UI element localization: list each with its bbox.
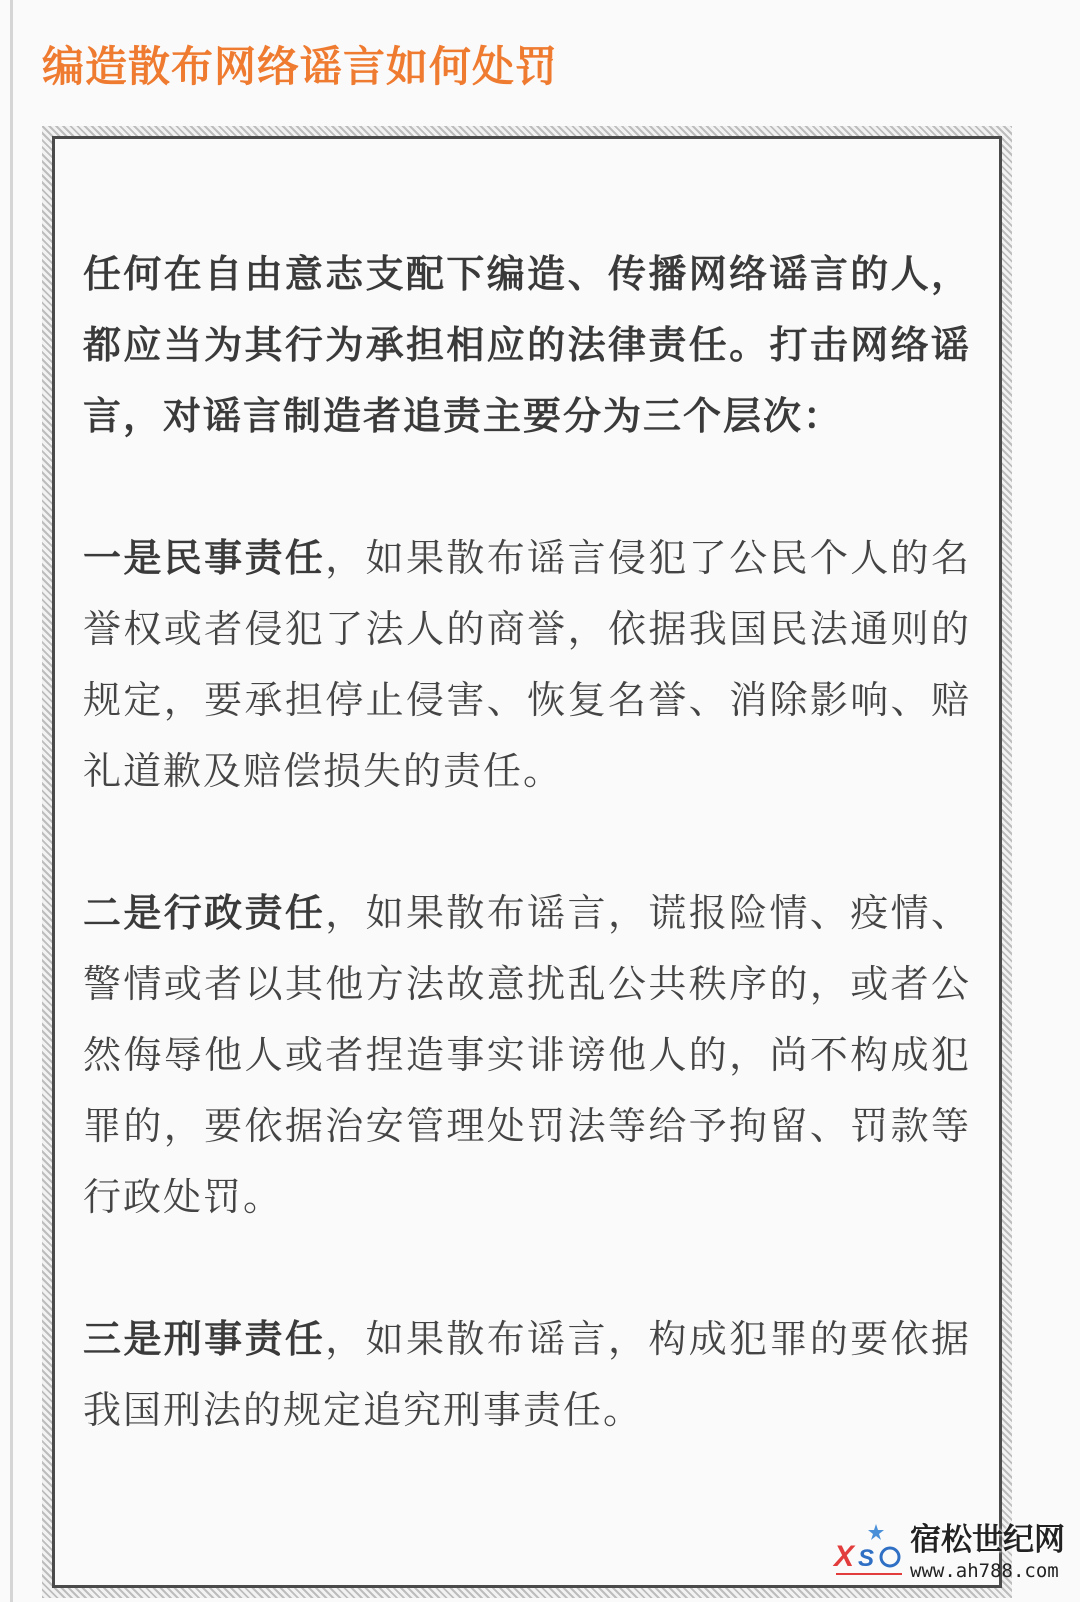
site-watermark: [832, 1508, 1072, 1598]
criminal-liability-heading: 三是刑事责任: [83, 1317, 326, 1361]
administrative-liability-paragraph: [83, 878, 971, 1233]
content-card: [42, 126, 1012, 1598]
civil-liability-heading: 一是民事责任: [83, 536, 326, 580]
article-title: 编造散布网络谣言如何处罚: [42, 42, 559, 91]
civil-liability-text: ，如果散布谣言侵犯了公民个人的名誉权或者侵犯了法人的商誉，依据我国民法通则的规定，要承担停止侵害、恢复名誉、消除影响、赔礼道歉及赔偿损失的责任。: [83, 536, 971, 793]
site-logo-icon: [832, 1520, 906, 1580]
civil-liability-paragraph: [83, 523, 971, 807]
criminal-liability-text: ，如果散布谣言，构成犯罪的要依据我国刑法的规定追究刑事责任。: [83, 1317, 971, 1432]
content-card-body: [52, 136, 1002, 1588]
svg-text:S: S: [858, 1545, 875, 1572]
left-edge-rule: [10, 0, 13, 1602]
site-name: 宿松世纪网: [910, 1522, 1065, 1558]
administrative-liability-heading: 二是行政责任: [83, 891, 326, 935]
site-url: www.ah788.com: [910, 1560, 1059, 1582]
intro-paragraph: 任何在自由意志支配下编造、传播网络谣言的人，都应当为其行为承担相应的法律责任。打击网络谣言，对谣言制造者追责主要分为三个层次：: [83, 252, 971, 438]
administrative-liability-text: ，如果散布谣言，谎报险情、疫情、警情或者以其他方法故意扰乱公共秩序的，或者公然侮辱他人或者捏造事实诽谤他人的，尚不构成犯罪的，要依据治安管理处罚法等给予拘留、罚款等行政处罚。: [83, 891, 971, 1219]
criminal-liability-paragraph: [83, 1304, 971, 1446]
svg-text:X: X: [834, 1540, 855, 1573]
